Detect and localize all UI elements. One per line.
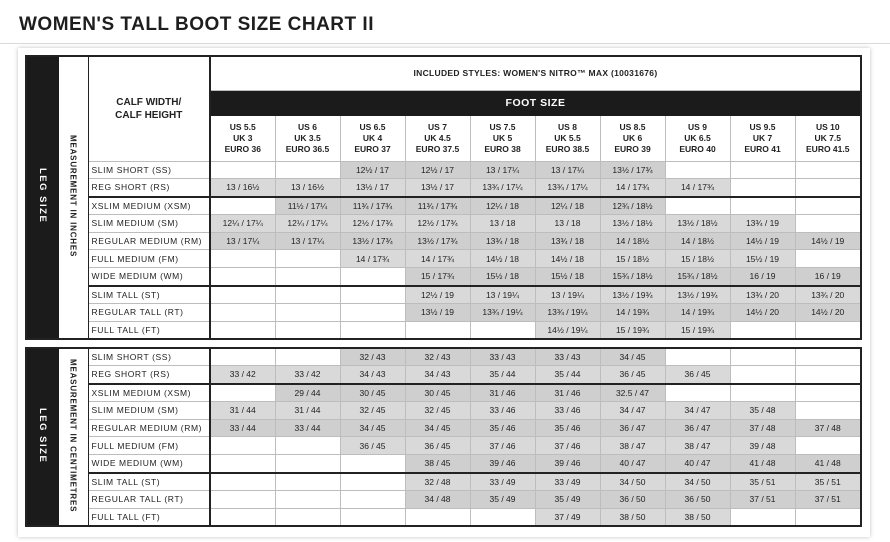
table-cell: 13½ / 17 [340, 179, 405, 197]
row-label-xslim-medium-xsm: XSLIM MEDIUM (XSM) [88, 384, 210, 402]
table-cell: 13¾ / 19¼ [535, 303, 600, 321]
size-uk-label: UK 3.5 [294, 132, 321, 143]
table-cell: 33 / 43 [535, 348, 600, 366]
table-cell [275, 508, 340, 526]
table-cell: 31 / 46 [470, 384, 535, 402]
size-eu-label: EURO 38 [484, 143, 521, 154]
size-eu-label: EURO 37.5 [415, 143, 460, 154]
table-cell: 38 / 50 [665, 508, 730, 526]
table-cell [665, 161, 730, 179]
row-label-wide-medium-wm: WIDE MEDIUM (WM) [88, 268, 210, 286]
table-cell: 33 / 44 [275, 419, 340, 437]
table-row [26, 419, 861, 437]
table-cell: 14 / 17¾ [405, 250, 470, 268]
table-cell: 13½ / 19 [405, 303, 470, 321]
table-cell: 36 / 50 [665, 490, 730, 508]
table-cell: 33 / 46 [535, 401, 600, 419]
table-cell: 39 / 48 [730, 437, 795, 455]
row-label-slim-short-ss: SLIM SHORT (SS) [88, 161, 210, 179]
table-cell [405, 508, 470, 526]
table-cell: 13½ / 18½ [600, 214, 665, 232]
table-cell: 33 / 44 [210, 419, 275, 437]
size-us-label: US 9.5 [749, 121, 776, 132]
table-cell: 31 / 44 [210, 401, 275, 419]
size-header-us-9-5 [730, 115, 795, 161]
table-cell: 35 / 46 [535, 419, 600, 437]
table-cell: 15½ / 19 [730, 250, 795, 268]
table-cell: 13½ / 19¾ [600, 286, 665, 304]
table-cell: 12½ / 17¾ [405, 214, 470, 232]
table-cell [275, 455, 340, 473]
table-cell: 15½ / 18 [470, 268, 535, 286]
table-cell: 13 / 17¼ [275, 232, 340, 250]
size-us-label: US 9 [688, 121, 707, 132]
table-cell: 13¾ / 18 [535, 232, 600, 250]
table-cell: 35 / 44 [470, 366, 535, 384]
table-cell: 37 / 51 [795, 490, 861, 508]
size-us-label: US 8.5 [619, 121, 646, 132]
table-cell: 13 / 19¼ [470, 286, 535, 304]
table-cell: 14½ / 19 [795, 232, 861, 250]
table-cell: 35 / 48 [730, 401, 795, 419]
table-cell: 13¾ / 19¼ [470, 303, 535, 321]
table-cell: 13¾ / 18 [470, 232, 535, 250]
table-cell [275, 473, 340, 491]
cm-size-table [25, 347, 862, 527]
table-cell: 13 / 17¼ [210, 232, 275, 250]
size-header-us-6-5 [340, 115, 405, 161]
table-cell: 12¼ / 18 [470, 197, 535, 215]
table-cell: 34 / 45 [600, 348, 665, 366]
table-cell: 15 / 18½ [600, 250, 665, 268]
table-row [26, 268, 861, 286]
table-cell: 31 / 46 [535, 384, 600, 402]
size-uk-label: UK 5.5 [554, 132, 581, 143]
size-eu-label: EURO 39 [614, 143, 651, 154]
row-label-slim-tall-st: SLIM TALL (ST) [88, 473, 210, 491]
size-us-label: US 7.5 [489, 121, 516, 132]
table-cell: 32 / 43 [340, 348, 405, 366]
leg-size-band-cm: LEG SIZE [26, 348, 58, 526]
table-cell: 29 / 44 [275, 384, 340, 402]
table-cell: 30 / 45 [405, 384, 470, 402]
table-cell: 13½ / 17¾ [405, 232, 470, 250]
table-cell: 33 / 43 [470, 348, 535, 366]
row-label-regular-tall-rt: REGULAR TALL (RT) [88, 490, 210, 508]
table-cell: 30 / 45 [340, 384, 405, 402]
table-cell: 14½ / 18 [470, 250, 535, 268]
table-cell: 34 / 48 [405, 490, 470, 508]
table-cell: 16 / 19 [795, 268, 861, 286]
table-cell [795, 321, 861, 339]
table-cell: 36 / 47 [665, 419, 730, 437]
table-row [26, 197, 861, 215]
table-cell: 14 / 19¾ [600, 303, 665, 321]
table-cell [275, 348, 340, 366]
table-cell: 13½ / 18½ [665, 214, 730, 232]
table-cell: 33 / 46 [470, 401, 535, 419]
page-title: WOMEN'S TALL BOOT SIZE CHART II [19, 14, 374, 35]
foot-size-header: FOOT SIZE [210, 90, 861, 115]
table-row [26, 455, 861, 473]
table-cell: 14½ / 20 [730, 303, 795, 321]
table-cell: 13 / 19¼ [535, 286, 600, 304]
size-header-us-6 [275, 115, 340, 161]
table-row [26, 401, 861, 419]
table-cell: 34 / 43 [405, 366, 470, 384]
table-cell: 12½ / 19 [405, 286, 470, 304]
title-divider [0, 43, 890, 44]
row-label-regular-medium-rm: REGULAR MEDIUM (RM) [88, 232, 210, 250]
table-cell: 14½ / 18 [535, 250, 600, 268]
table-cell: 37 / 49 [535, 508, 600, 526]
table-cell: 36 / 45 [600, 366, 665, 384]
table-cell: 35 / 51 [730, 473, 795, 491]
row-label-slim-short-ss: SLIM SHORT (SS) [88, 348, 210, 366]
table-cell [275, 490, 340, 508]
leg-size-band: LEG SIZE [26, 56, 58, 339]
table-cell: 32 / 45 [340, 401, 405, 419]
table-cell: 12½ / 17 [405, 161, 470, 179]
size-eu-label: EURO 41 [744, 143, 781, 154]
table-cell: 14 / 17¾ [665, 179, 730, 197]
table-cell: 13½ / 19¾ [665, 286, 730, 304]
size-uk-label: UK 4 [362, 132, 383, 143]
table-cell [665, 348, 730, 366]
table-cell: 38 / 50 [600, 508, 665, 526]
table-cell: 16 / 19 [730, 268, 795, 286]
table-cell [795, 384, 861, 402]
table-cell [795, 437, 861, 455]
table-cell: 32 / 48 [405, 473, 470, 491]
table-cell: 14 / 17¾ [600, 179, 665, 197]
size-header-us-9 [665, 115, 730, 161]
size-eu-label: EURO 36 [224, 143, 261, 154]
table-cell [730, 366, 795, 384]
table-cell: 12¼ / 18 [535, 197, 600, 215]
table-cell [795, 348, 861, 366]
table-cell [210, 303, 275, 321]
table-cell [210, 348, 275, 366]
table-cell: 15½ / 18 [535, 268, 600, 286]
table-cell: 36 / 50 [600, 490, 665, 508]
table-cell: 11½ / 17¼ [275, 197, 340, 215]
size-uk-label: UK 6 [622, 132, 643, 143]
inches-measurement-label: MEASUREMENT IN INCHES [58, 56, 88, 339]
table-cell [470, 508, 535, 526]
table-row [26, 508, 861, 526]
table-row [26, 366, 861, 384]
table-cell [275, 250, 340, 268]
table-row [26, 321, 861, 339]
table-cell [275, 437, 340, 455]
table-cell: 15 / 19¾ [600, 321, 665, 339]
table-cell [210, 473, 275, 491]
table-cell: 13¾ / 19 [730, 214, 795, 232]
size-us-label: US 8 [558, 121, 577, 132]
table-cell [730, 384, 795, 402]
table-row [26, 348, 861, 366]
table-row [26, 232, 861, 250]
size-us-label: US 10 [815, 121, 840, 132]
table-cell: 33 / 49 [535, 473, 600, 491]
row-label-full-medium-fm: FULL MEDIUM (FM) [88, 250, 210, 268]
size-eu-label: EURO 41.5 [806, 143, 850, 154]
table-cell: 31 / 44 [275, 401, 340, 419]
size-uk-label: UK 4.5 [424, 132, 451, 143]
table-cell [340, 473, 405, 491]
table-row [26, 286, 861, 304]
table-cell [210, 455, 275, 473]
size-uk-label: UK 7 [752, 132, 773, 143]
table-row [26, 161, 861, 179]
table-cell: 12½ / 17¾ [340, 214, 405, 232]
table-cell [795, 250, 861, 268]
table-cell [340, 303, 405, 321]
table-cell: 35 / 44 [535, 366, 600, 384]
table-cell: 35 / 49 [470, 490, 535, 508]
table-cell [210, 286, 275, 304]
table-cell: 36 / 45 [405, 437, 470, 455]
table-cell: 38 / 45 [405, 455, 470, 473]
size-eu-label: EURO 40 [679, 143, 716, 154]
table-cell [730, 348, 795, 366]
row-label-full-tall-ft: FULL TALL (FT) [88, 508, 210, 526]
table-cell: 37 / 48 [730, 419, 795, 437]
table-cell [730, 161, 795, 179]
size-header-us-8-5 [600, 115, 665, 161]
table-cell [730, 321, 795, 339]
row-label-full-medium-fm: FULL MEDIUM (FM) [88, 437, 210, 455]
table-row [26, 384, 861, 402]
size-us-label: US 6 [298, 121, 317, 132]
table-cell [795, 508, 861, 526]
row-label-regular-medium-rm: REGULAR MEDIUM (RM) [88, 419, 210, 437]
table-cell [210, 437, 275, 455]
size-uk-label: UK 3 [233, 132, 253, 143]
table-cell: 13 / 17¼ [535, 161, 600, 179]
table-cell [795, 401, 861, 419]
table-cell [275, 321, 340, 339]
table-row [26, 250, 861, 268]
table-cell [730, 197, 795, 215]
table-cell: 34 / 45 [340, 419, 405, 437]
table-cell [210, 161, 275, 179]
table-cell: 35 / 51 [795, 473, 861, 491]
table-cell: 13½ / 17¾ [600, 161, 665, 179]
table-cell [210, 250, 275, 268]
table-cell: 13¾ / 17¼ [470, 179, 535, 197]
table-cell [665, 197, 730, 215]
table-cell: 13 / 18 [470, 214, 535, 232]
row-label-full-tall-ft: FULL TALL (FT) [88, 321, 210, 339]
table-cell [795, 197, 861, 215]
table-cell [795, 161, 861, 179]
table-cell: 40 / 47 [600, 455, 665, 473]
table-cell: 12¼ / 17¼ [275, 214, 340, 232]
table-cell: 13 / 16½ [275, 179, 340, 197]
cm-measurement-label: MEASUREMENT IN CENTIMETRES [58, 348, 88, 526]
table-cell: 12½ / 17 [340, 161, 405, 179]
table-cell [795, 366, 861, 384]
table-row [26, 179, 861, 197]
table-cell: 13¾ / 20 [795, 286, 861, 304]
table-cell [795, 179, 861, 197]
table-cell: 37 / 51 [730, 490, 795, 508]
table-cell: 14 / 18½ [600, 232, 665, 250]
table-cell: 36 / 45 [340, 437, 405, 455]
table-cell [210, 268, 275, 286]
table-cell [730, 508, 795, 526]
table-cell: 33 / 42 [210, 366, 275, 384]
table-cell: 38 / 47 [665, 437, 730, 455]
table-cell [210, 384, 275, 402]
table-cell: 34 / 47 [665, 401, 730, 419]
table-cell: 13¾ / 17¼ [535, 179, 600, 197]
table-cell: 14½ / 19¼ [535, 321, 600, 339]
table-cell [340, 490, 405, 508]
table-cell [795, 214, 861, 232]
table-cell: 32 / 43 [405, 348, 470, 366]
size-uk-label: UK 7.5 [814, 132, 841, 143]
table-cell [340, 286, 405, 304]
row-label-reg-short-rs: REG SHORT (RS) [88, 366, 210, 384]
table-cell: 41 / 48 [730, 455, 795, 473]
table-cell: 38 / 47 [600, 437, 665, 455]
table-cell: 39 / 46 [535, 455, 600, 473]
table-cell: 35 / 49 [535, 490, 600, 508]
table-cell [210, 321, 275, 339]
table-cell: 14 / 19¾ [665, 303, 730, 321]
table-cell: 12¾ / 18½ [600, 197, 665, 215]
table-cell: 14½ / 19 [730, 232, 795, 250]
size-us-label: US 7 [428, 121, 447, 132]
table-cell: 34 / 50 [665, 473, 730, 491]
table-cell: 11¾ / 17¾ [405, 197, 470, 215]
size-header-us-5-5 [210, 115, 275, 161]
table-row [26, 473, 861, 491]
table-cell [275, 268, 340, 286]
table-cell: 13½ / 17 [405, 179, 470, 197]
size-header-us-7-5 [470, 115, 535, 161]
table-cell: 12¼ / 17¼ [210, 214, 275, 232]
table-cell: 15 / 19¾ [665, 321, 730, 339]
table-cell: 13¾ / 20 [730, 286, 795, 304]
table-cell: 40 / 47 [665, 455, 730, 473]
table-cell: 34 / 47 [600, 401, 665, 419]
table-cell: 34 / 45 [405, 419, 470, 437]
table-cell: 13 / 18 [535, 214, 600, 232]
table-cell [275, 303, 340, 321]
table-cell [340, 508, 405, 526]
table-cell [210, 490, 275, 508]
table-cell: 35 / 46 [470, 419, 535, 437]
table-cell: 37 / 48 [795, 419, 861, 437]
table-row [26, 303, 861, 321]
calf-width-height-header: CALF WIDTH/ CALF HEIGHT [88, 56, 210, 161]
table-cell [405, 321, 470, 339]
table-cell: 34 / 50 [600, 473, 665, 491]
size-eu-label: EURO 38.5 [545, 143, 590, 154]
row-label-xslim-medium-xsm: XSLIM MEDIUM (XSM) [88, 197, 210, 215]
table-cell: 36 / 47 [600, 419, 665, 437]
row-label-slim-tall-st: SLIM TALL (ST) [88, 286, 210, 304]
table-cell [210, 508, 275, 526]
row-label-wide-medium-wm: WIDE MEDIUM (WM) [88, 455, 210, 473]
table-cell: 13 / 16½ [210, 179, 275, 197]
table-cell [730, 179, 795, 197]
table-row [26, 214, 861, 232]
table-cell: 41 / 48 [795, 455, 861, 473]
table-cell [275, 286, 340, 304]
table-row [26, 437, 861, 455]
table-cell [340, 268, 405, 286]
size-uk-label: UK 5 [492, 132, 513, 143]
size-eu-label: EURO 36.5 [285, 143, 330, 154]
table-cell: 37 / 46 [535, 437, 600, 455]
table-cell: 14 / 18½ [665, 232, 730, 250]
table-cell: 32.5 / 47 [600, 384, 665, 402]
table-cell [340, 321, 405, 339]
inches-size-table [25, 55, 862, 340]
table-cell: 15¾ / 18½ [600, 268, 665, 286]
row-label-slim-medium-sm: SLIM MEDIUM (SM) [88, 214, 210, 232]
table-cell: 33 / 42 [275, 366, 340, 384]
table-cell: 15 / 17¾ [405, 268, 470, 286]
table-cell: 15 / 18½ [665, 250, 730, 268]
size-uk-label: UK 6.5 [684, 132, 711, 143]
table-cell [275, 161, 340, 179]
table-cell: 32 / 45 [405, 401, 470, 419]
table-cell [470, 321, 535, 339]
table-cell: 13 / 17¼ [470, 161, 535, 179]
included-styles: INCLUDED STYLES: WOMEN'S NITRO™ MAX (10031676) [210, 56, 861, 90]
row-label-reg-short-rs: REG SHORT (RS) [88, 179, 210, 197]
size-eu-label: EURO 37 [354, 143, 391, 154]
table-row [26, 490, 861, 508]
table-cell: 33 / 49 [470, 473, 535, 491]
table-cell: 34 / 43 [340, 366, 405, 384]
table-cell: 15¾ / 18½ [665, 268, 730, 286]
size-header-us-7 [405, 115, 470, 161]
table-cell: 39 / 46 [470, 455, 535, 473]
table-cell: 14½ / 20 [795, 303, 861, 321]
size-us-label: US 6.5 [359, 121, 386, 132]
table-cell: 14 / 17¾ [340, 250, 405, 268]
table-cell: 13½ / 17¾ [340, 232, 405, 250]
table-cell: 36 / 45 [665, 366, 730, 384]
size-us-label: US 5.5 [229, 121, 256, 132]
table-cell: 37 / 46 [470, 437, 535, 455]
size-header-us-10 [795, 115, 861, 161]
size-header-us-8 [535, 115, 600, 161]
table-cell [210, 197, 275, 215]
row-label-regular-tall-rt: REGULAR TALL (RT) [88, 303, 210, 321]
table-cell [340, 455, 405, 473]
row-label-slim-medium-sm: SLIM MEDIUM (SM) [88, 401, 210, 419]
table-cell: 11¾ / 17¾ [340, 197, 405, 215]
table-cell [665, 384, 730, 402]
